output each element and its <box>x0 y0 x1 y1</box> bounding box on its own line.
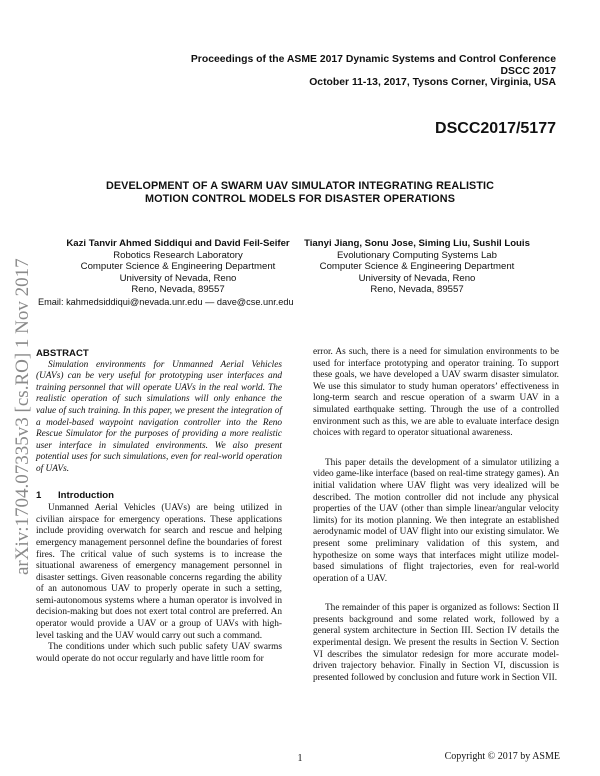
paper-title-line-1: DEVELOPMENT OF A SWARM UAV SIMULATOR INTEGRATING REALISTIC <box>105 180 495 192</box>
author-block-left <box>38 238 318 296</box>
author-block-right <box>302 238 532 296</box>
section-number: 1 <box>36 489 42 501</box>
lab-left: Robotics Research Laboratory <box>113 249 243 261</box>
conference-line-3: October 11-13, 2017, Tysons Corner, Virginia, USA <box>309 77 556 88</box>
copyright-notice: Copyright © 2017 by ASME <box>444 751 560 762</box>
page-number: 1 <box>297 753 303 764</box>
arxiv-stamp <box>6 215 36 575</box>
department-right: Computer Science & Engineering Department <box>319 261 515 273</box>
paper-title-line-2: MOTION CONTROL MODELS FOR DISASTER OPERATIONS <box>144 193 456 205</box>
city-right: Reno, Nevada, 89557 <box>370 284 464 296</box>
lab-right: Evolutionary Computing Systems Lab <box>337 249 497 261</box>
right-paragraph-1: error. As such, there is a need for simulation environments to be used for interface prototyping and operator training. To support these goals, we have developed a UAV swarm disaster simulator. We use this simulator to study human operators’ effectiveness in long-term search and rescue operation of a swarm UAV in a simulated earthquake setting. Through the use of a controlled environment such as this, we are able to evaluate interface design choices with regard to operator situational awareness. <box>313 347 559 439</box>
conference-line-1: Proceedings of the ASME 2017 Dynamic Systems and Control Conference <box>190 54 556 65</box>
left-column <box>36 348 282 665</box>
section-title: Introduction <box>58 489 114 501</box>
abstract-heading: ABSTRACT <box>36 348 89 359</box>
university-right: University of Nevada, Reno <box>358 272 476 284</box>
department-left: Computer Science & Engineering Department <box>80 261 276 273</box>
paper-id: DSCC2017/5177 <box>435 120 556 137</box>
right-paragraph-3: The remainder of this paper is organized as follows: Section II presents background and some related work, followed by a general system architecture in Section III. Section IV details the experimental design. We present the results in Section V. Section VI describes the simulator redesign for more accurate model-driven trajectory behavior. Finally in Section VI, discussion is presented followed by conclusion and future work in Section VII. <box>313 603 559 683</box>
right-paragraph-2: This paper details the development of a simulator utilizing a video game-like interface (based on real-time strategy games). An initial validation where UAV flight was very idealized will be described. The motion controller did not include any physical properties of the UAV (other than simple linear/angular velocity limits) for its motion planning. We then integrate an established aerodynamic model of UAV flight into our existing simulator. We present some preliminary validation of this system, and hypothesize on some ways that interfaces might utilize model-based simulations of flight trajectories, even for real-world operation of a UAV. <box>313 457 559 584</box>
intro-paragraph-2: The conditions under which such public safety UAV swarms would operate do not occur regularly and have little room for <box>36 642 282 664</box>
conference-line-2: DSCC 2017 <box>500 66 556 77</box>
intro-paragraph-1: Unmanned Aerial Vehicles (UAVs) are being utilized in civilian airspace for emergency operations. These applications include providing overwatch for search and rescue and helping emergency management personnel define the boundaries of forest fires. The critical value of such systems is to increase the situational awareness of emergency management personnel in disaster settings. Given reasonable concerns regarding the ability of an autonomous UAV to properly operate in such a setting, semi-autonomous systems where a human operator is involved in decision-making but does not exert total control are preferred. An operator would provide a UAV or a group of UAVs with high-level tasking and the UAV would carry out such a command. <box>36 503 282 641</box>
author-names-right: Tianyi Jiang, Sonu Jose, Siming Liu, Sushil Louis <box>304 238 530 249</box>
section-heading-introduction <box>36 490 282 502</box>
abstract-text: Simulation environments for Unmanned Aerial Vehicles (UAVs) can be very useful for prototyping user interfaces and training personnel that will operate UAVs in the real world. The realistic operation of such simulations will only enhance the value of such training. In this paper, we present the integration of a model-based waypoint navigation controller into the Reno Rescue Simulator for the purposes of providing a more realistic user interface in simulated environments. We also present potential uses for such simulations, even for real-world operation of UAVs. <box>36 359 282 474</box>
city-left: Reno, Nevada, 89557 <box>131 284 225 296</box>
right-column <box>313 347 559 684</box>
arxiv-stamp-text: arXiv:1704.07335v3 [cs.RO] 1 Nov 2017 <box>12 258 33 575</box>
author-names-left: Kazi Tanvir Ahmed Siddiqui and David Feil-Seifer <box>66 238 290 249</box>
university-left: University of Nevada, Reno <box>119 272 237 284</box>
author-emails: Email: kahmedsiddiqui@nevada.unr.edu — dave@cse.unr.edu <box>38 297 294 307</box>
